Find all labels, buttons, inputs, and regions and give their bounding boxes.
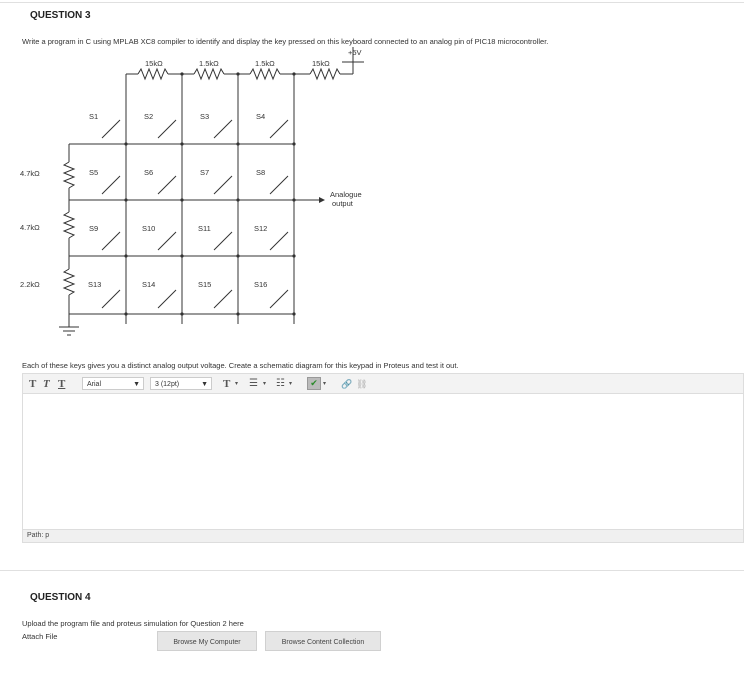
unlink-icon[interactable]: ⛓ bbox=[356, 379, 368, 389]
editor-toolbar bbox=[22, 373, 744, 394]
answer-text-area[interactable] bbox=[22, 394, 744, 529]
text-format-button[interactable]: T bbox=[58, 378, 66, 390]
switch-label: S15 bbox=[198, 280, 212, 289]
keypad-circuit-diagram bbox=[14, 44, 394, 360]
supply-label: +5V bbox=[348, 48, 362, 57]
question-3-instruction: Each of these keys gives you a distinct analog output voltage. Create a schematic diagram for this keypad in Proteus and test it out. bbox=[22, 361, 459, 370]
switch-label: S5 bbox=[89, 168, 99, 177]
switch-label: S14 bbox=[142, 280, 156, 289]
switch-label: S7 bbox=[200, 168, 210, 177]
switch-label: S6 bbox=[144, 168, 154, 177]
question-3-title: QUESTION 3 bbox=[30, 10, 91, 21]
resistor-label: 15kΩ bbox=[312, 59, 330, 68]
text-format-button[interactable]: T bbox=[29, 378, 37, 390]
chevron-down-icon: ▼ bbox=[201, 381, 208, 388]
numbered-list-icon[interactable]: ☷ bbox=[276, 378, 285, 389]
dropdown-arrow-icon[interactable]: ▾ bbox=[235, 381, 239, 387]
output-label: Analogue bbox=[330, 190, 362, 199]
top-divider bbox=[0, 2, 744, 3]
switch-label: S16 bbox=[254, 280, 268, 289]
dropdown-arrow-icon[interactable]: ▾ bbox=[289, 381, 293, 387]
switch-label: S13 bbox=[88, 280, 102, 289]
browse-content-collection-button[interactable]: Browse Content Collection bbox=[265, 631, 381, 651]
question-3-prompt: Write a program in C using MPLAB XC8 compiler to identify and display the key pressed on this keyboard connected to an analog pin of PIC18 microcontroller. bbox=[22, 37, 549, 46]
resistor-label: 4.7kΩ bbox=[20, 169, 40, 178]
font-family-value: Arial bbox=[87, 381, 102, 388]
switch-label: S2 bbox=[144, 112, 154, 121]
resistor-label: 4.7kΩ bbox=[20, 223, 40, 232]
switch-label: S8 bbox=[256, 168, 266, 177]
resistor-label: 1.5kΩ bbox=[255, 59, 275, 68]
text-color-button[interactable]: T bbox=[223, 378, 231, 390]
font-size-value: 3 (12pt) bbox=[155, 381, 180, 388]
chevron-down-icon: ▼ bbox=[133, 381, 140, 388]
switch-label: S11 bbox=[198, 224, 211, 233]
switch-label: S10 bbox=[142, 224, 156, 233]
switch-label: S3 bbox=[200, 112, 210, 121]
section-divider bbox=[0, 570, 744, 571]
resistor-label: 2.2kΩ bbox=[20, 280, 40, 289]
bullet-list-icon[interactable]: ☰ bbox=[249, 378, 258, 389]
resistor-label: 15kΩ bbox=[145, 59, 163, 68]
question-4-prompt: Upload the program file and proteus simulation for Question 2 here bbox=[22, 619, 244, 628]
switch-label: S12 bbox=[254, 224, 268, 233]
link-icon[interactable]: 🔗 bbox=[341, 379, 353, 389]
output-label: output bbox=[332, 199, 353, 208]
editor-path-bar: Path: p bbox=[22, 529, 744, 543]
resistor-label: 1.5kΩ bbox=[199, 59, 219, 68]
text-format-button[interactable]: T bbox=[43, 378, 50, 390]
switch-label: S1 bbox=[89, 112, 99, 121]
attach-file-label: Attach File bbox=[22, 632, 58, 641]
switch-label: S9 bbox=[89, 224, 99, 233]
font-family-select[interactable] bbox=[82, 377, 144, 390]
browse-my-computer-button[interactable]: Browse My Computer bbox=[157, 631, 257, 651]
dropdown-arrow-icon[interactable]: ▾ bbox=[263, 381, 267, 387]
font-size-select[interactable] bbox=[150, 377, 212, 390]
switch-label: S4 bbox=[256, 112, 266, 121]
question-4-title: QUESTION 4 bbox=[30, 592, 91, 603]
spellcheck-icon[interactable]: ✔ bbox=[307, 377, 321, 390]
dropdown-arrow-icon[interactable]: ▾ bbox=[323, 381, 327, 387]
